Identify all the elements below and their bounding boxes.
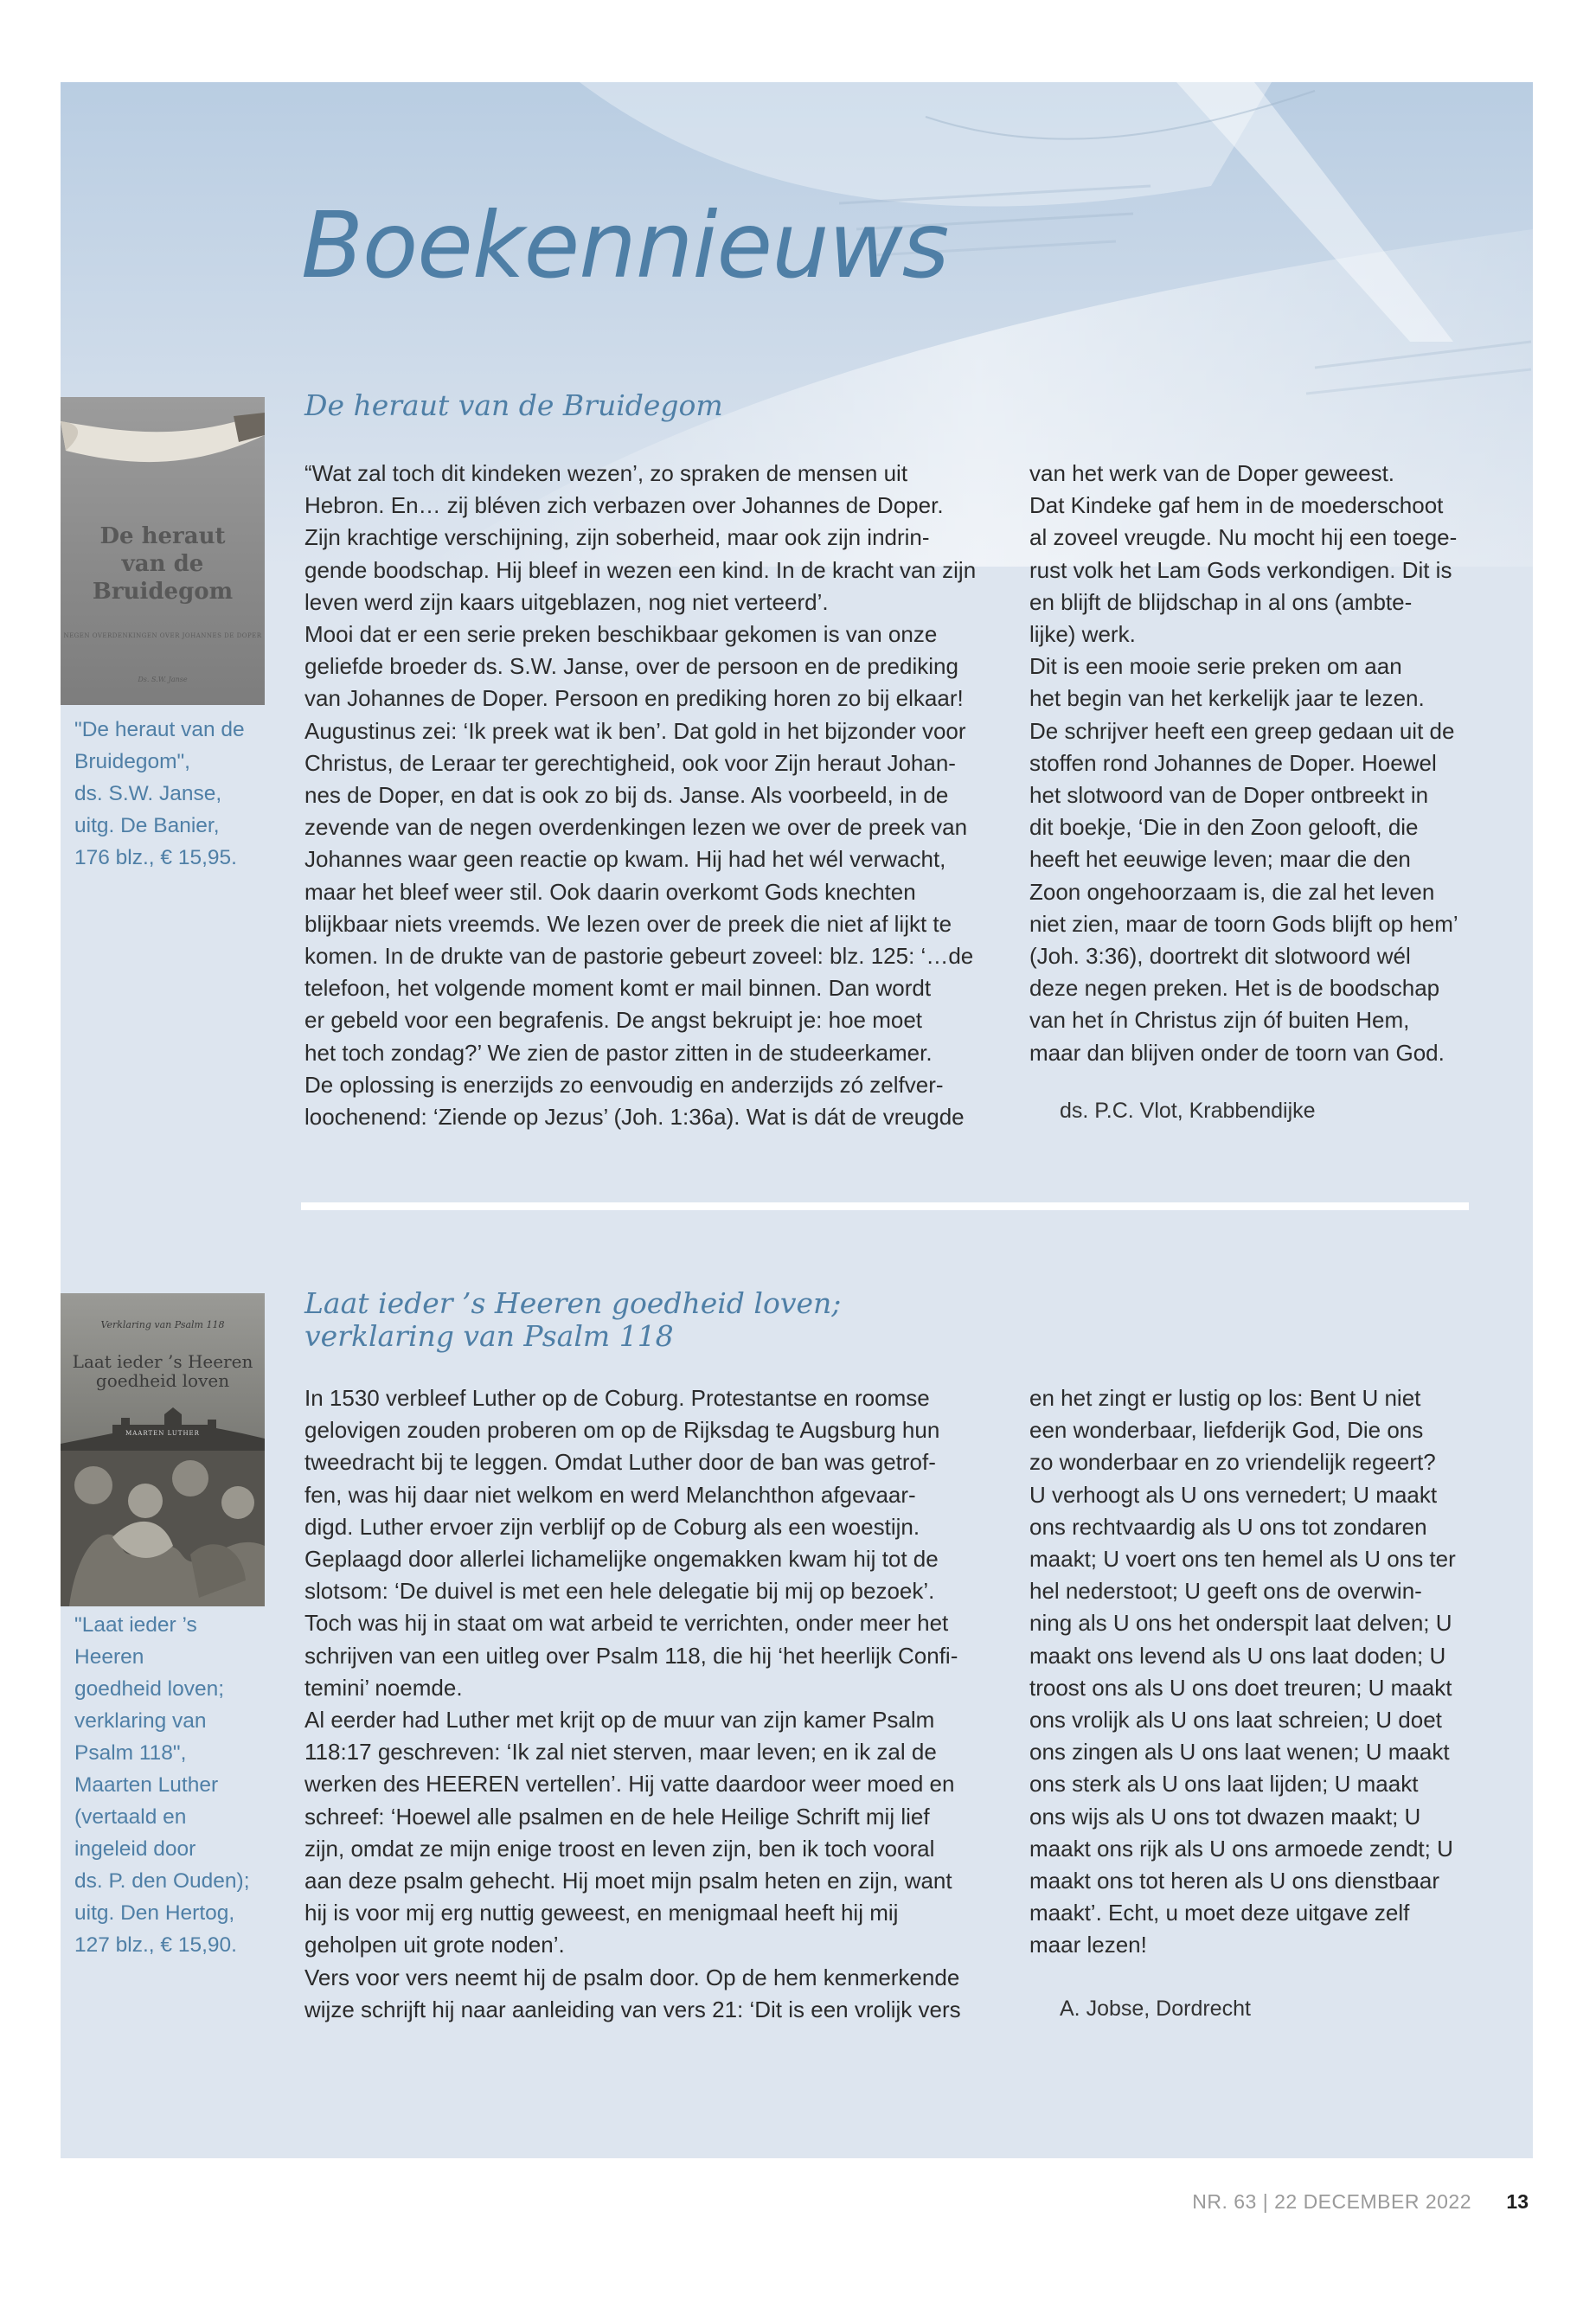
page-number: 13 [1506, 2190, 1529, 2213]
review-signature: A. Jobse, Dordrecht [1060, 1997, 1251, 2021]
cover-title [61, 1352, 265, 1390]
paragraph: Mooi dat er een serie preken beschikbaar gekomen is van onze geliefde broeder ds. S.W. Janse, over de persoon en de prediking van Johannes de Doper. Persoon en prediking horen zo bij elkaar! Augustinus zei: ‘Ik preek wat ik ben’. Dat gold in het bijzonder voor Christus, de Leraar ter gerechtigheid, ook voor Zijn heraut Johan- nes de Doper, en dat is ook zo bij ds. Janse. Als voorbeeld, in de zevende van de negen overdenkingen lezen we over de preek van Johannes waar geen reactie op kwam. Hij had het wél verwacht, maar het bleef weer stil. Ook daarin overkomt Gods knechten blijkbaar niets vreemds. We lezen over de preek die niet af lijkt te komen. In de drukte van de pastorie gebeurt zoveel: blz. 125: ‘…de telefoon, het volgende moment komt er mail binnen. Dan wordt er gebeld voor een begrafenis. De angst bekruipt je: hoe moet het toch zondag?’ We zien de pastor zitten in de studeerkamer. De oplossing is enerzijds zo eenvoudig en anderzijds zó zelfver- loochenend: ‘Ziende op Jezus’ (Joh. 1:36a). Wat is dát de vreugde [304, 621, 974, 1131]
paragraph: “Wat zal toch dit kindeken wezen’, zo spraken de mensen uit Hebron. En… zij bléven zich verbazen over Johannes de Doper. Zijn krachtige verschijning, zijn soberheid, maar ook zijn indrin- gende boodschap. Hij bleef in wezen een kind. In de kracht van zijn leven werd zijn kaars uitgeblazen, nog niet verteerd’. [304, 460, 977, 615]
paragraph: Dit is een mooie serie preken om aan het begin van het kerkelijk jaar te lezen. De schrijver heeft een greep gedaan uit de stoffen rond Johannes de Doper. Hoewel het slotwoord van de Doper ontbreekt in dit boekje, ‘Die in den Zoon gelooft, die heeft het eeuwige leven; maar die den Zoon ongehoorzaam is, die zal het leven niet zien, maar de toorn Gods blijft op hem’ (Joh. 3:36), doortrekt dit slotwoord wél deze negen preken. Het is de boodschap van het ín Christus zijn óf buiten Hem, maar dan blijven onder de toorn van God. [1029, 653, 1458, 1066]
caption-line: "De heraut van de [74, 718, 245, 741]
cover-title-line: Laat ieder ’s Heeren [72, 1351, 253, 1372]
caption-line: uitg. De Banier, [74, 814, 220, 837]
caption-line: 176 blz., € 15,95. [74, 846, 237, 869]
cover-title-line: Bruidegom [92, 579, 234, 605]
cover-author: MAARTEN LUTHER [125, 1430, 200, 1437]
book-caption [74, 714, 265, 874]
paragraph: en het zingt er lustig op los: Bent U niet een wonderbaar, liefderijk God, Die ons zo wonderbaar en zo vriendelijk regeert? U verhoogt als U ons vernedert; U maakt ons rechtvaardig als U ons tot zondaren maakt; U voert ons ten hemel als U ons ter hel nederstoot; U geeft ons de overwin- ning als U ons het onderspit laat delven; U maakt ons levend als U ons laat doden; U troost ons als U ons doet treuren; U maakt ons vrolijk als U ons laat schreien; U doet ons zingen als U ons laat wenen; U maakt ons sterk als U ons laat lijden; U maakt ons wijs als U ons tot dwazen maakt; U maakt ons rijk als U ons armoede zendt; U maakt ons tot heren als U ons dienstbaar maakt’. Echt, u moet deze uitgave zelf maar lezen! [1029, 1385, 1456, 1958]
caption-line: Psalm 118", [74, 1741, 187, 1765]
cover-series: Verklaring van Psalm 118 [100, 1319, 225, 1330]
book-cover-laat-ieder [61, 1293, 265, 1606]
review-body-column-left [304, 1382, 997, 2026]
caption-line: (vertaald en [74, 1805, 187, 1829]
cover-title-line: van de [121, 551, 204, 577]
cover-title [61, 522, 265, 606]
paragraph: Vers voor vers neemt hij de psalm door. Op de hem kenmerkende wijze schrijft hij naar aanleiding van vers 21: ‘Dit is een vrolijk vers [304, 1964, 961, 2022]
paragraph: van het werk van de Doper geweest. Dat Kindeke gaf hem in de moederschoot al zoveel vreugde. Nu mocht hij een toege- rust volk het Lam Gods verkondigen. Dit is en blijft de blijdschap in al ons (ambte- lijke) werk. [1029, 460, 1458, 648]
review-signature: ds. P.C. Vlot, Krabbendijke [1060, 1099, 1316, 1123]
shofar-horn-illustration [61, 397, 265, 492]
caption-line: uitg. Den Hertog, [74, 1901, 235, 1925]
caption-line: ds. P. den Ouden); [74, 1869, 250, 1893]
review-body-column-right [1029, 458, 1497, 1069]
review-title: De heraut van de Bruidegom [304, 388, 723, 422]
cover-author: Ds. S.W. Janse [138, 676, 188, 683]
review-title-line: Laat ieder ’s Heeren goedheid loven; [304, 1286, 842, 1320]
caption-line: goedheid loven; [74, 1677, 225, 1701]
caption-line: "Laat ieder ’s Heeren [74, 1613, 197, 1669]
cover-subtitle: NEGEN OVERDENKINGEN OVER JOHANNES DE DOPER [63, 632, 262, 639]
caption-line: Bruidegom", [74, 750, 190, 773]
castle-silhouette-illustration [61, 1399, 265, 1451]
book-cover-de-heraut [61, 397, 265, 705]
section-divider [301, 1202, 1469, 1210]
caption-line: ds. S.W. Janse, [74, 782, 222, 805]
cover-title-line: goedheid loven [95, 1370, 230, 1391]
review-body-column-left [304, 458, 997, 1133]
book-caption [74, 1609, 265, 1961]
paragraph: In 1530 verbleef Luther op de Coburg. Protestantse en roomse gelovigen zouden proberen om op de Rijksdag te Augsburg hun tweedracht bij te leggen. Omdat Luther door de ban was getrof- fen, was hij daar niet welkom en werd Melanchthon afgevaar- digd. Luther ervoer zijn verblijf op de Coburg als een woestijn. Geplaagd door allerlei lichamelijke ongemakken kwam hij tot de slotsom: ‘De duivel is met een hele delegatie bij mij op bezoek’. Toch was hij in staat om wat arbeid te verrichten, onder meer het schrijven van een uitleg over Psalm 118, die hij ‘het heerlijk Confi- temini’ noemde. [304, 1385, 958, 1701]
sculpture-figures-illustration [61, 1451, 265, 1606]
caption-line: 127 blz., € 15,90. [74, 1933, 237, 1957]
paragraph: Al eerder had Luther met krijt op de muur van zijn kamer Psalm 118:17 geschreven: ‘Ik zal niet sterven, maar leven; en ik zal de werken des HEEREN vertellen’. Hij vatte daardoor weer moed en schreef: ‘Hoewel alle psalmen en de hele Heilige Schrift mij lief zijn, omdat ze mijn enige troost en leven zijn, ben ik toch vooral aan deze psalm gehecht. Hij moet mijn psalm heten en zijn, want hij is voor mij erg nuttig geweest, en menigmaal heeft hij mij geholpen uit grote noden’. [304, 1707, 955, 1958]
issue-info: NR. 63 | 22 DECEMBER 2022 [1192, 2190, 1471, 2213]
review-body-column-right [1029, 1382, 1497, 1962]
caption-line: verklaring van [74, 1709, 207, 1733]
cover-title-line: De heraut [99, 523, 226, 549]
review-title-line: verklaring van Psalm 118 [304, 1319, 674, 1353]
caption-line: ingeleid door [74, 1837, 196, 1861]
section-heading: Boekennieuws [301, 193, 949, 298]
review-title [304, 1287, 841, 1353]
caption-line: Maarten Luther [74, 1773, 219, 1797]
